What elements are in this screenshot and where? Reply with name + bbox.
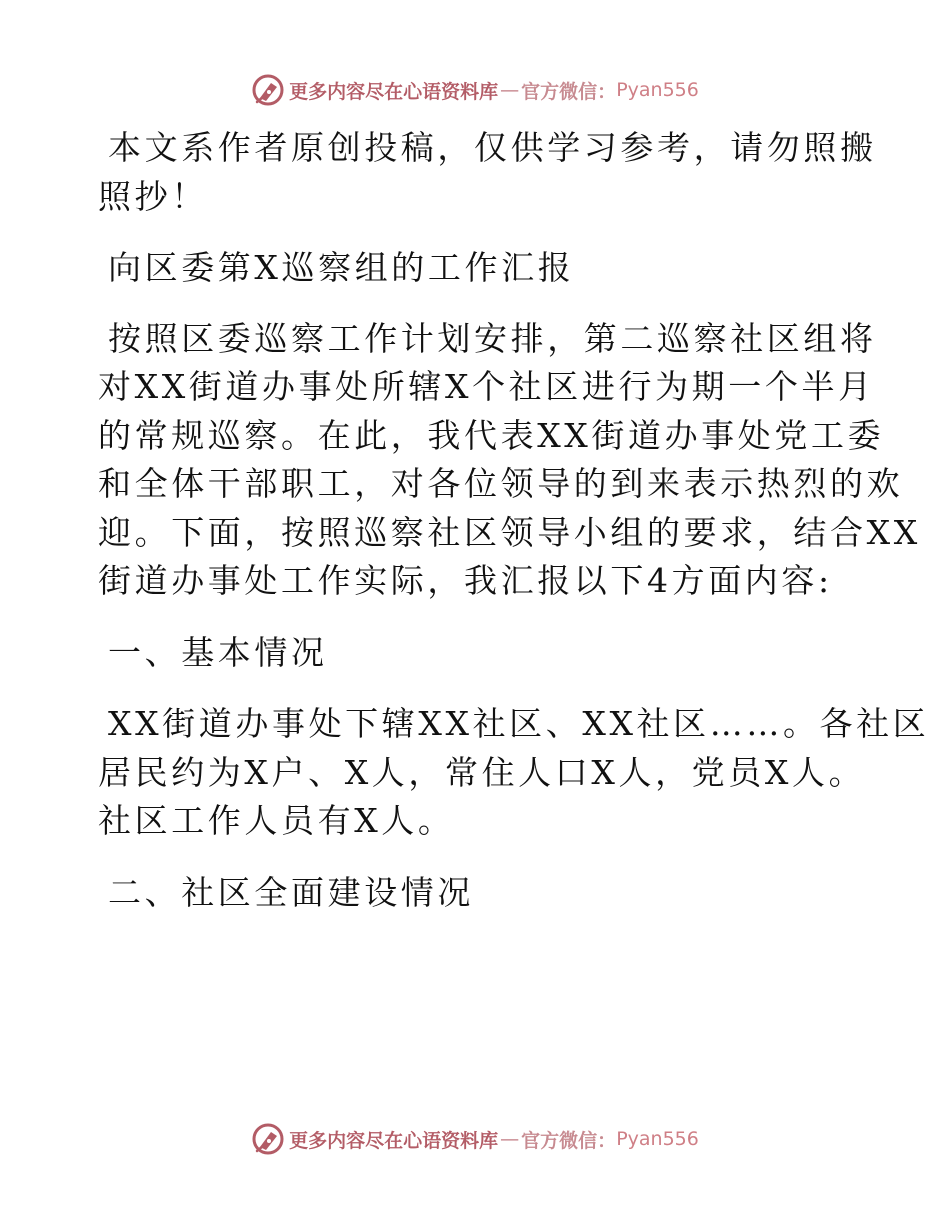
watermark-dash: — xyxy=(500,1128,520,1150)
basic-info-paragraph xyxy=(98,700,930,846)
intro-line: 街道办事处工作实际，我汇报以下4方面内容: xyxy=(98,561,833,600)
intro-line: 迎。下面，按照巡察社区领导小组的要求，结合XX xyxy=(98,512,921,552)
heading-line: 二、社区全面建设情况 xyxy=(108,872,474,912)
intro-paragraph xyxy=(98,315,921,606)
footer-watermark xyxy=(0,1121,950,1157)
basic-info-line: 居民约为X户、X人，常住人口X人，党员X人。 xyxy=(98,752,866,792)
basic-info-line: XX街道办事处下辖XX社区、XX社区……。各社区 xyxy=(108,704,930,743)
basic-info-line: 社区工作人员有X人。 xyxy=(98,801,455,840)
intro-line: 和全体干部职工，对各位领导的到来表示热烈的欢 xyxy=(98,464,904,503)
header-watermark xyxy=(0,72,950,108)
document-body xyxy=(98,124,930,917)
watermark-dash: — xyxy=(500,79,520,101)
watermark-text: 更多内容尽在心语资料库 xyxy=(289,80,499,103)
disclaimer-line: 照抄！ xyxy=(98,176,208,216)
intro-line: 按照区委巡察工作计划安排，第二巡察社区组将 xyxy=(108,318,877,358)
watermark-wechat-id: Pyan556 xyxy=(616,79,699,101)
disclaimer-paragraph xyxy=(98,124,877,221)
document-title xyxy=(98,244,858,293)
intro-line: 的常规巡察。在此，我代表XX街道办事处党工委 xyxy=(98,415,885,455)
section-heading-basic xyxy=(98,629,858,678)
watermark-wechat-id: Pyan556 xyxy=(616,1128,699,1150)
watermark-text: 更多内容尽在心语资料库 xyxy=(289,1129,499,1152)
heading-line: 一、基本情况 xyxy=(108,632,328,672)
pen-nib-logo-icon xyxy=(251,1122,285,1156)
section-heading-construction xyxy=(98,869,858,918)
watermark-wechat-label: 官方微信： xyxy=(521,1129,617,1152)
pen-nib-logo-icon xyxy=(251,73,285,107)
disclaimer-line: 本文系作者原创投稿，仅供学习参考，请勿照搬 xyxy=(108,128,877,167)
intro-line: 对XX街道办事处所辖X个社区进行为期一个半月 xyxy=(98,367,875,406)
title-line: 向区委第X巡察组的工作汇报 xyxy=(108,248,575,287)
watermark-wechat-label: 官方微信： xyxy=(521,80,617,103)
